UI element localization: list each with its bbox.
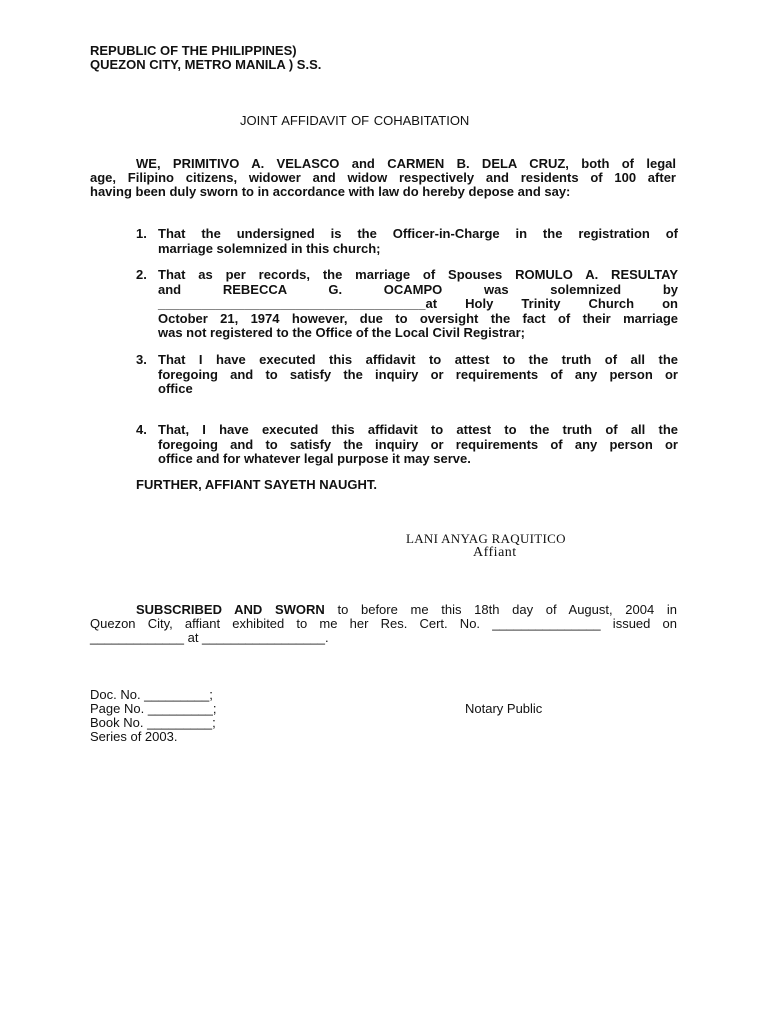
list-item-line: and REBECCA G. OCAMPO was solemnized by xyxy=(158,281,678,297)
document-title: JOINT AFFIDAVIT OF COHABITATION xyxy=(240,113,470,128)
header-line-2: QUEZON CITY, METRO MANILA ) S.S. xyxy=(90,57,322,72)
list-item-line: was not registered to the Office of the Local Civil Registrar; xyxy=(158,325,525,340)
list-item-line: foregoing and to satisfy the inquiry or requirements of any person or xyxy=(158,366,678,382)
list-item-line: foregoing and to satisfy the inquiry or requirements of any person or xyxy=(158,436,678,452)
list-item-line: That the undersigned is the Officer-in-Charge in the registration of xyxy=(158,226,678,241)
page-number: Page No. _________; xyxy=(90,701,217,716)
list-item-line: That I have executed this affidavit to attest to the truth of all the xyxy=(158,352,678,367)
intro-line-3 xyxy=(90,185,676,200)
further-statement: FURTHER, AFFIANT SAYETH NAUGHT. xyxy=(136,477,377,492)
doc-number: Doc. No. _________; xyxy=(90,687,213,702)
list-item-number: 3. xyxy=(136,352,147,367)
book-number: Book No. _________; xyxy=(90,715,216,730)
list-item-line: October 21, 1974 however, due to oversight the fact of their marriage xyxy=(158,310,678,326)
list-item-number: 1. xyxy=(136,226,147,241)
intro-text-2: age, Filipino citizens, widower and widow respectively and residents of 100 after xyxy=(90,170,676,185)
jurat-bold-lead: SUBSCRIBED AND SWORN xyxy=(136,602,325,617)
affiant-name: LANI ANYAG RAQUITICO xyxy=(406,531,566,546)
intro-text-1: WE, PRIMITIVO A. VELASCO and CARMEN B. DELA CRUZ, both of legal xyxy=(136,156,676,171)
jurat-line-2-text: Quezon City, affiant exhibited to me her Res. Cert. No. _______________ issued on xyxy=(90,616,677,631)
list-item-number: 4. xyxy=(136,422,147,437)
header-line-1: REPUBLIC OF THE PHILIPPINES) xyxy=(90,43,297,58)
list-item-number: 2. xyxy=(136,267,147,282)
list-item-line: office xyxy=(158,381,193,396)
intro-text-3: having been duly sworn to in accordance with law do hereby depose and say: xyxy=(90,184,571,199)
affiant-label: Affiant xyxy=(473,545,517,560)
list-item-line: _____________________________________at Holy Trinity Church on xyxy=(158,296,678,311)
list-item-line: That, I have executed this affidavit to attest to the truth of all the xyxy=(158,422,678,437)
list-item-line: That as per records, the marriage of Spouses ROMULO A. RESULTAY xyxy=(158,267,678,282)
list-item-line: marriage solemnized in this church; xyxy=(158,240,381,256)
jurat-line-1-rest: to before me this 18th day of August, 2004 in xyxy=(324,602,677,617)
list-item-line: office and for whatever legal purpose it may serve. xyxy=(158,451,471,466)
notary-public-label: Notary Public xyxy=(465,701,543,716)
series-year: Series of 2003. xyxy=(90,729,178,744)
jurat-line-3: _____________ at _________________. xyxy=(90,630,329,645)
